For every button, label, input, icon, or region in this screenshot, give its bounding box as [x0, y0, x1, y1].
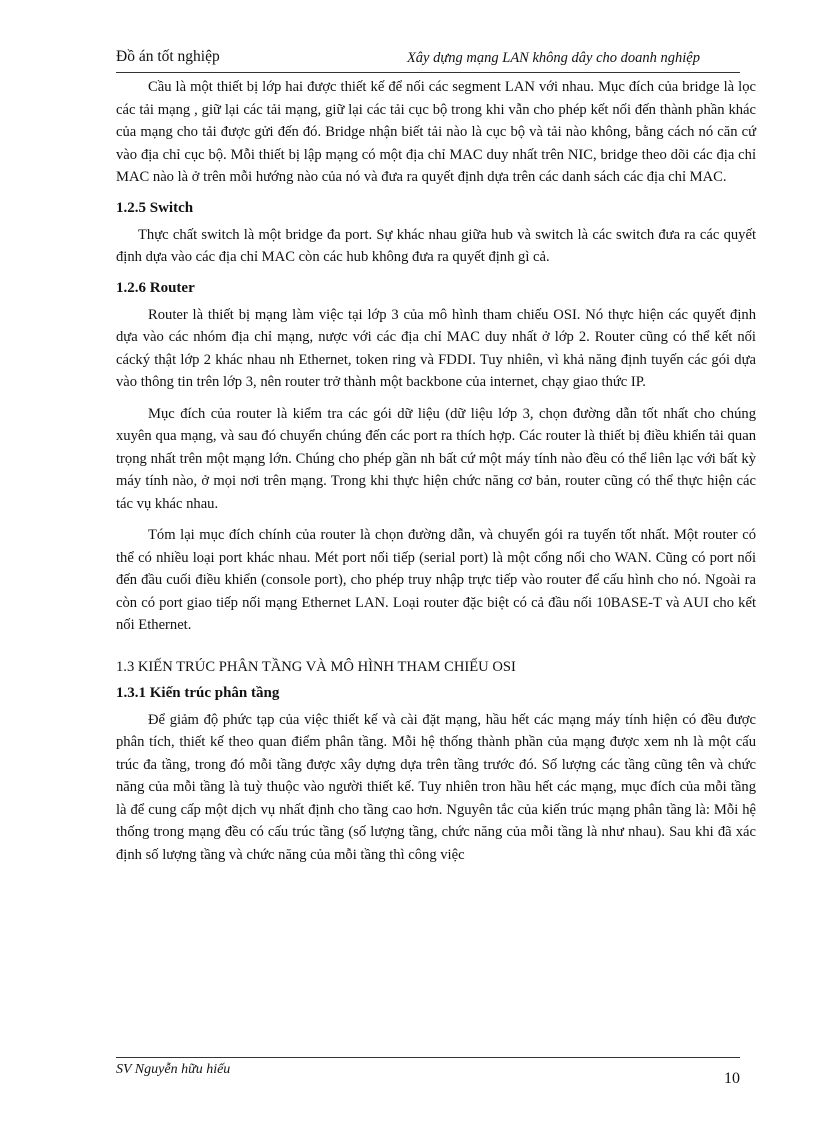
page-header	[116, 44, 740, 73]
paragraph-switch: Thực chất switch là một bridge đa port. Sự khác nhau giữa hub và switch là các switch đưa ra các quyết định dựa vào các địa chỉ MAC còn các hub không đưa ra quyết định gì cả.	[116, 226, 756, 265]
heading-section-1-3: 1.3 KIẾN TRÚC PHÂN TẦNG VÀ MÔ HÌNH THAM CHIẾU OSI	[116, 658, 516, 675]
page-footer	[116, 1057, 740, 1087]
paragraph-router-1: Router là thiết bị mạng làm việc tại lớp 3 của mô hình tham chiếu OSI. Nó thực hiện các quyết định dựa vào các nhóm địa chỉ mạng, nược với các địa chỉ MAC duy nhất ở lớp 2. Router cũng có thể kết nối cácký thật lớp 2 khác nhau nh Ethernet, token ring và FDDI. Tuy nhiên, vì khả năng định tuyến các gói dựa vào thông tin trên lớp 3, nên router trở thành một backbone của internet, chạy giao thức IP.	[116, 306, 756, 390]
paragraph-bridge: Cầu là một thiết bị lớp hai được thiết kế để nối các segment LAN với nhau. Mục đích của bridge là lọc các tải mạng , giữ lại các tải mạng, giữ lại các tải cục bộ trong khi vẫn cho phép kết nối đến thành phần khác của mạng cho tải được gửi đến đó. Bridge nhận biết tải nào là cục bộ và tải nào không, bằng cách nó căn cứ vào địa chỉ cục bộ. Mỗi thiết bị lập mạng có một địa chỉ MAC duy nhất trên NIC, bridge theo dõi các địa chỉ MAC nào là ở trên mỗi hướng nào của nó và đưa ra quyết định dựa trên các danh sách các địa chỉ MAC.	[116, 79, 756, 185]
heading-layered-architecture: 1.3.1 Kiến trúc phân tầng	[116, 684, 280, 701]
footer-author: SV Nguyễn hữu hiếu	[116, 1062, 231, 1077]
heading-switch: 1.2.5 Switch	[116, 199, 194, 216]
page-body	[116, 76, 756, 875]
page-number: 10	[724, 1070, 740, 1087]
header-document-type: Đồ án tốt nghiệp	[116, 48, 220, 65]
paragraph-layered-architecture: Để giảm độ phức tạp của việc thiết kế và cài đặt mạng, hầu hết các mạng máy tính hiện có đều được phân tích, thiết kế theo quan điểm phân tầng. Mỗi hệ thống thành phần của mạng được xem nh là một cấu trúc đa tầng, trong đó mỗi tầng được xây dựng dựa trên tầng trước đó. Số lượng các tầng cũng tên và chức năng của mỗi tầng là tuỳ thuộc vào người thiết kế. Tuy nhiên tron hầu hết các mạng, mục đích của mỗi tầng là để cung cấp một dịch vụ nhất định cho tầng cao hơn. Nguyên tắc của kiến trúc mạng phân tầng là: Mỗi hệ thống trong mạng đều có cấu trúc tầng (số lượng tầng, chức năng của mỗi tầng là như nhau). Sau khi đã xác định số lượng tầng và chức năng của mỗi tầng thì công việc	[116, 711, 756, 863]
paragraph-router-2: Mục đích của router là kiểm tra các gói dữ liệu (dữ liệu lớp 3, chọn đường dẫn tốt nhất cho chúng xuyên qua mạng, và sau đó chuyển chúng đến các port ra thích hợp. Các router là thiết bị điều khiển tải quan trọng nhất trên một mạng lớn. Chúng cho phép gần nh bất cứ một máy tính nào đều có thể liên lạc với bất kỳ máy tính nào, ở mọi nơi trên mạng. Trong khi thực hiện chức năng cơ bản, router cũng có thể thực hiện các tác vụ khác nhau.	[116, 405, 756, 512]
heading-router: 1.2.6 Router	[116, 279, 195, 296]
paragraph-router-3: Tóm lại mục đích chính của router là chọn đường dẫn, và chuyển gói ra tuyến tốt nhất. Một router có thể có nhiều loại port khác nhau. Mét port nối tiếp (serial port) là một cổng nối cho WAN. Cũng có port nối đến đầu cuối điều khiển (console port), cho phép truy nhập trực tiếp vào router để cấu hình cho nó. Ngoài ra còn có port giao tiếp nối mạng Ethernet LAN. Loại router đặc biệt có cả đầu nối 10BASE-T và AUI cho kết nối Ethernet.	[116, 527, 756, 633]
header-document-title: Xây dựng mạng LAN không dây cho doanh nghiệp	[406, 50, 700, 66]
